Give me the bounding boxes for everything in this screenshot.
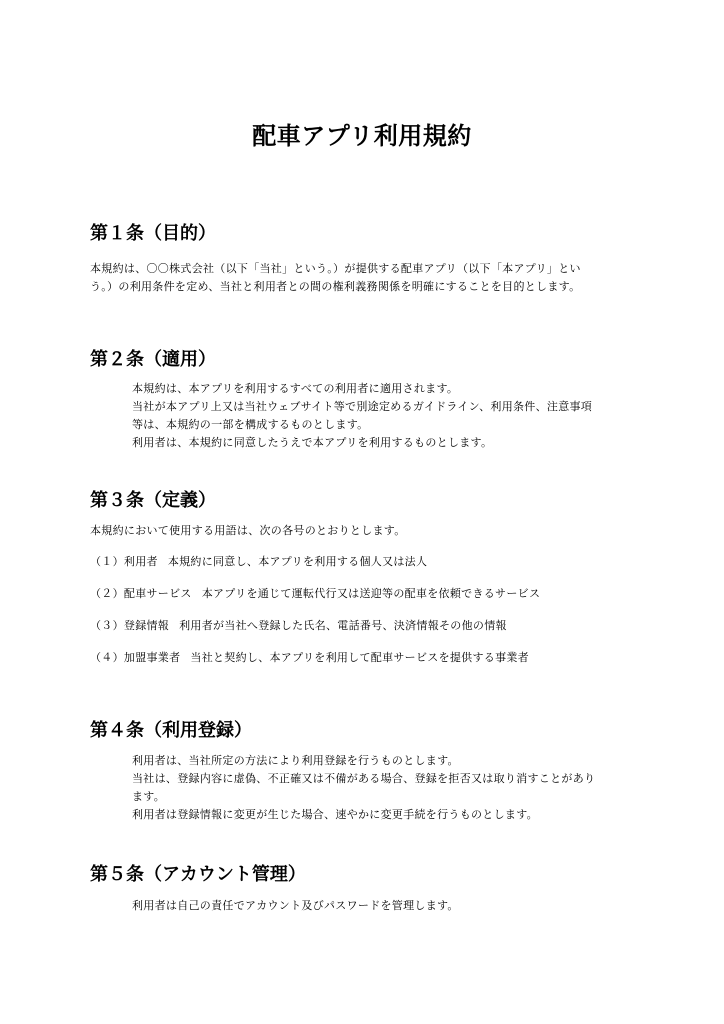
article-2-line: 等は、本規約の一部を構成するものとします。	[132, 418, 369, 431]
definition-term: （４）加盟事業者	[90, 651, 181, 664]
article-4-line: ます。	[132, 790, 166, 803]
article-2-heading: 第２条（適用）	[90, 349, 216, 370]
definition-text: 本アプリを通じて運転代行又は送迎等の配車を依頼できるサービス	[201, 587, 541, 600]
definition-item	[90, 554, 427, 570]
definition-text: 当社と契約し、本アプリを利用して配車サービスを提供する事業者	[190, 651, 529, 664]
definition-item	[90, 650, 529, 666]
article-5-heading: 第５条（アカウント管理）	[90, 864, 306, 885]
definition-text: 本規約に同意し、本アプリを利用する個人又は法人	[167, 555, 428, 568]
document-title: 配車アプリ利用規約	[252, 122, 472, 150]
article-1-heading: 第１条（目的）	[90, 223, 216, 244]
definition-term: （２）配車サービス	[90, 587, 192, 600]
article-4-line: 利用者は、当社所定の方法により利用登録を行うものとします。	[132, 754, 459, 767]
article-4-line: 利用者は登録情報に変更が生じた場合、速やかに変更手続を行うものとします。	[132, 808, 538, 821]
definition-item	[90, 586, 540, 602]
definition-item	[90, 618, 507, 634]
definition-term: （３）登録情報	[90, 619, 170, 632]
definition-term: （１）利用者	[90, 555, 158, 568]
article-2-line: 利用者は、本規約に同意したうえで本アプリを利用するものとします。	[132, 436, 493, 449]
article-4-line: 当社は、登録内容に虚偽、不正確又は不備がある場合、登録を拒否又は取り消すことがあり	[132, 772, 596, 785]
article-3-intro: 本規約において使用する用語は、次の各号のとおりとします。	[90, 524, 406, 537]
definition-text: 利用者が当社へ登録した氏名、電話番号、決済情報その他の情報	[179, 619, 507, 632]
article-4-body	[132, 752, 638, 824]
article-1-body	[90, 260, 638, 296]
article-2-body	[132, 380, 638, 452]
article-1-line: う。）の利用条件を定め、当社と利用者との間の権利義務関係を明確にすることを目的とします。	[90, 280, 581, 293]
article-5-body	[132, 897, 638, 915]
article-3-heading: 第３条（定義）	[90, 490, 216, 511]
article-2-line: 当社が本アプリ上又は当社ウェブサイト等で別途定めるガイドライン、利用条件、注意事項	[132, 400, 593, 413]
article-1-line: 本規約は、〇〇株式会社（以下「当社」という。）が提供する配車アプリ（以下「本アプリ」とい	[90, 262, 581, 275]
article-4-heading: 第４条（利用登録）	[90, 720, 252, 741]
article-5-line: 利用者は自己の責任でアカウント及びパスワードを管理します。	[132, 899, 459, 912]
article-2-line: 本規約は、本アプリを利用するすべての利用者に適用されます。	[132, 382, 459, 395]
